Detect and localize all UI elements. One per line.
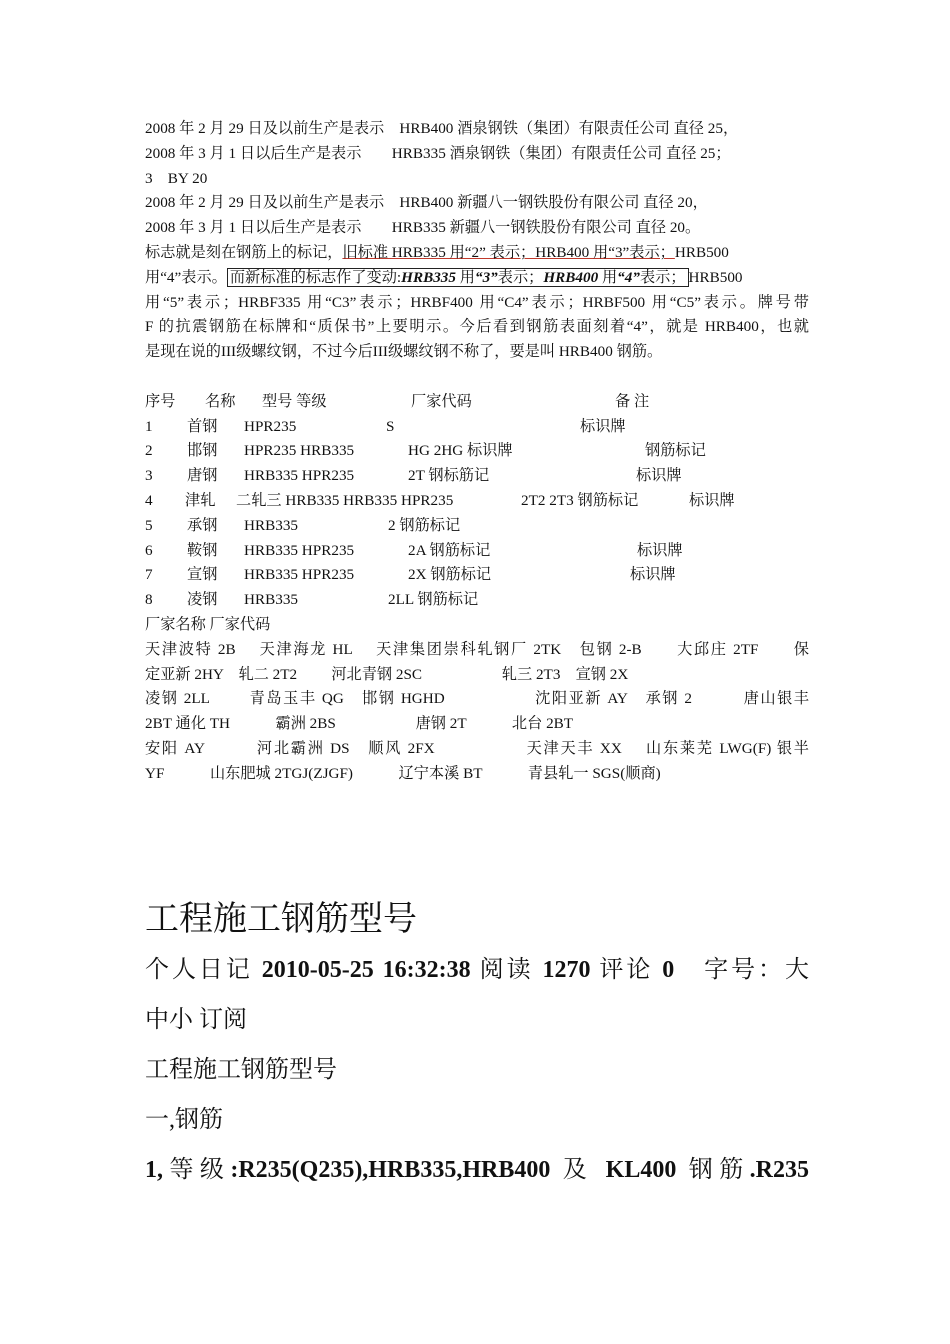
cell-no: 5 [145, 516, 153, 534]
table-row [145, 539, 809, 564]
article-subtitle: 工程施工钢筋型号 [145, 1057, 337, 1083]
cell-name: 宣钢 [187, 566, 218, 584]
text-line: 3 BY 20 [145, 169, 208, 187]
document-body [145, 117, 809, 787]
cell-model: HRB335 [244, 516, 299, 534]
table-row [145, 514, 809, 539]
table-row [145, 489, 809, 514]
article-meta [145, 945, 809, 995]
text-span: HRB500 [674, 243, 729, 261]
text-span: 钢筋 [676, 1157, 750, 1183]
cell-name: 唐钢 [187, 467, 218, 485]
cell-model: HPR235 HRB335 [244, 442, 355, 460]
marking-paragraph-line [145, 266, 809, 291]
text-span: :R235(Q235),HRB335,HRB400 [230, 1157, 551, 1183]
cell-name: 津轧 [185, 491, 216, 509]
post-date: 2010-05-25 16:32:38 [261, 957, 471, 983]
marking-paragraph-line: 是现在说的III级螺纹钢，不过今后III级螺纹钢不称了，要是叫 HRB400 钢筋。 [145, 343, 663, 361]
cell-no: 3 [145, 467, 153, 485]
comments-label: 评论 [590, 957, 663, 983]
cell-no: 7 [145, 566, 153, 584]
table-row [145, 464, 809, 489]
font-size-label: 字号：大 [674, 957, 809, 983]
text-span: KL400 [605, 1157, 677, 1183]
cell-model: HRB335 HPR235 [244, 541, 355, 559]
text-span: 表示； [497, 268, 544, 286]
cell-code: HG 2HG 标识牌 [408, 442, 513, 460]
table-row [145, 588, 809, 613]
factory-line: YF 山东肥城 2TGJ(ZJGF) 辽宁本溪 BT 青县轧一 SGS(顺商) [145, 764, 661, 782]
cell-model: HRB335 HPR235 [244, 467, 355, 485]
article [145, 895, 809, 1195]
cell-no: 4 [145, 491, 153, 509]
blank-line [145, 365, 809, 390]
marking-paragraph-line: 用“5”表示；HRBF335 用“C3”表示；HRBF400 用“C4”表示；HRBF500 用“C5”表示。牌号带 [145, 293, 809, 311]
grade-line [145, 1145, 809, 1195]
text-span: “3” [474, 268, 498, 286]
table-header [145, 390, 809, 415]
text-span: 及 [550, 1157, 606, 1183]
cell-name: 鞍钢 [187, 541, 218, 559]
cell-note: 钢筋标记 [645, 442, 706, 460]
cell-code: 2T 钢标筋记 [408, 467, 490, 485]
table-row [145, 563, 809, 588]
text-line: 2008 年 2 月 29 日及以前生产是表示 HRB400 新疆八一钢铁股份有限公司 直径 20， [145, 194, 708, 212]
new-standard-box [227, 268, 689, 287]
cell-name: 凌钢 [187, 591, 218, 609]
factory-line: 天津波特 2B 天津海龙 HL 天津集团崇科轧钢厂 2TK 包钢 2-B 大邱庄 2TF 保 [145, 640, 809, 658]
cell-note: 标识牌 [689, 491, 735, 509]
marking-paragraph-line [145, 241, 809, 266]
cell-code: 2 钢筋标记 [388, 516, 461, 534]
cell-name: 承钢 [187, 516, 218, 534]
text-span: HRB400 [543, 268, 599, 286]
cell-code: 2LL 钢筋标记 [388, 591, 479, 609]
text-span: 用 [598, 268, 618, 286]
cell-code: 2X 钢筋标记 [408, 566, 492, 584]
cell-model: 二轧三 HRB335 HRB335 HPR235 [236, 491, 454, 509]
header-no: 序号 [145, 392, 176, 410]
article-title: 工程施工钢筋型号 [145, 901, 417, 938]
header-note: 备 注 [615, 392, 650, 410]
comments-count: 0 [662, 957, 675, 983]
text-span: 用 [455, 268, 475, 286]
cell-note: 标识牌 [630, 566, 676, 584]
text-line: 2008 年 2 月 29 日及以前生产是表示 HRB400 酒泉钢铁（集团）有限责任公司 直径 25， [145, 120, 739, 137]
cell-model: HRB335 HPR235 [244, 566, 355, 584]
factory-line: 2BT 通化 TH 霸洲 2BS 唐钢 2T 北台 2BT [145, 715, 574, 733]
cell-code: S [386, 417, 395, 435]
text-span: .R235 [749, 1157, 809, 1183]
cell-no: 8 [145, 591, 153, 609]
table-row [145, 439, 809, 464]
cell-name: 首钢 [187, 417, 218, 435]
header-name: 名称 [205, 392, 236, 410]
cell-note: 标识牌 [637, 541, 683, 559]
cell-no: 2 [145, 442, 153, 460]
cell-model: HPR235 [244, 417, 297, 435]
text-span: 1, [145, 1157, 163, 1183]
text-span: HRB335 [401, 268, 456, 286]
text-span: 而新标准的标志作了变动: [229, 268, 402, 286]
cell-no: 6 [145, 541, 153, 559]
factory-line: 安阳 AY 河北霸洲 DS 顺风 2FX 天津天丰 XX 山东莱芜 LWG(F) 银半 [145, 739, 809, 757]
cell-code: 2T2 2T3 钢筋标记 [521, 491, 639, 509]
reads-count: 1270 [542, 957, 591, 983]
factory-line: 定亚新 2HY 轧二 2T2 河北青钢 2SC 轧三 2T3 宣钢 2X [145, 665, 629, 683]
text-span: 表示； [639, 268, 686, 286]
text-line: 2008 年 3 月 1 日以后生产是表示 HRB335 新疆八一钢铁股份有限公司 直径 20。 [145, 219, 701, 237]
text-span: 用“4”表示。 [145, 268, 227, 286]
cell-model: HRB335 [244, 591, 299, 609]
marking-paragraph-line: F 的抗震钢筋在标牌和“质保书”上要明示。今后看到钢筋表面刻着“4”，就是 HRB400，也就 [145, 318, 809, 336]
reads-label: 阅读 [470, 957, 543, 983]
old-standard-text: 旧标准 HRB335 用“2” 表示；HRB400 用“3”表示； [342, 243, 675, 261]
header-model: 型号 等级 [262, 392, 327, 410]
cell-no: 1 [145, 417, 153, 435]
text-span: 等级 [163, 1157, 231, 1183]
text-span: 标志就是刻在钢筋上的标记， [145, 243, 343, 261]
diary-label: 个人日记 [145, 957, 262, 983]
table-row [145, 415, 809, 440]
cell-note: 标识牌 [636, 467, 682, 485]
cell-code: 2A 钢筋标记 [408, 541, 491, 559]
factory-title: 厂家名称 厂家代码 [145, 615, 271, 633]
header-code: 厂家代码 [411, 392, 472, 410]
factory-line: 凌钢 2LL 青岛玉丰 QG 邯钢 HGHD 沈阳亚新 AY 承钢 2 唐山银丰 [145, 690, 809, 708]
section-heading: 一,钢筋 [145, 1107, 223, 1133]
font-size-subscribe-links[interactable]: 中小 订阅 [145, 1007, 247, 1033]
cell-note: 标识牌 [580, 417, 626, 435]
text-span: HRB500 [688, 268, 743, 286]
cell-name: 邯钢 [187, 442, 218, 460]
text-span: “4” [617, 268, 640, 286]
text-line: 2008 年 3 月 1 日以后生产是表示 HRB335 酒泉钢铁（集团）有限责任公司 直径 25； [145, 144, 731, 162]
